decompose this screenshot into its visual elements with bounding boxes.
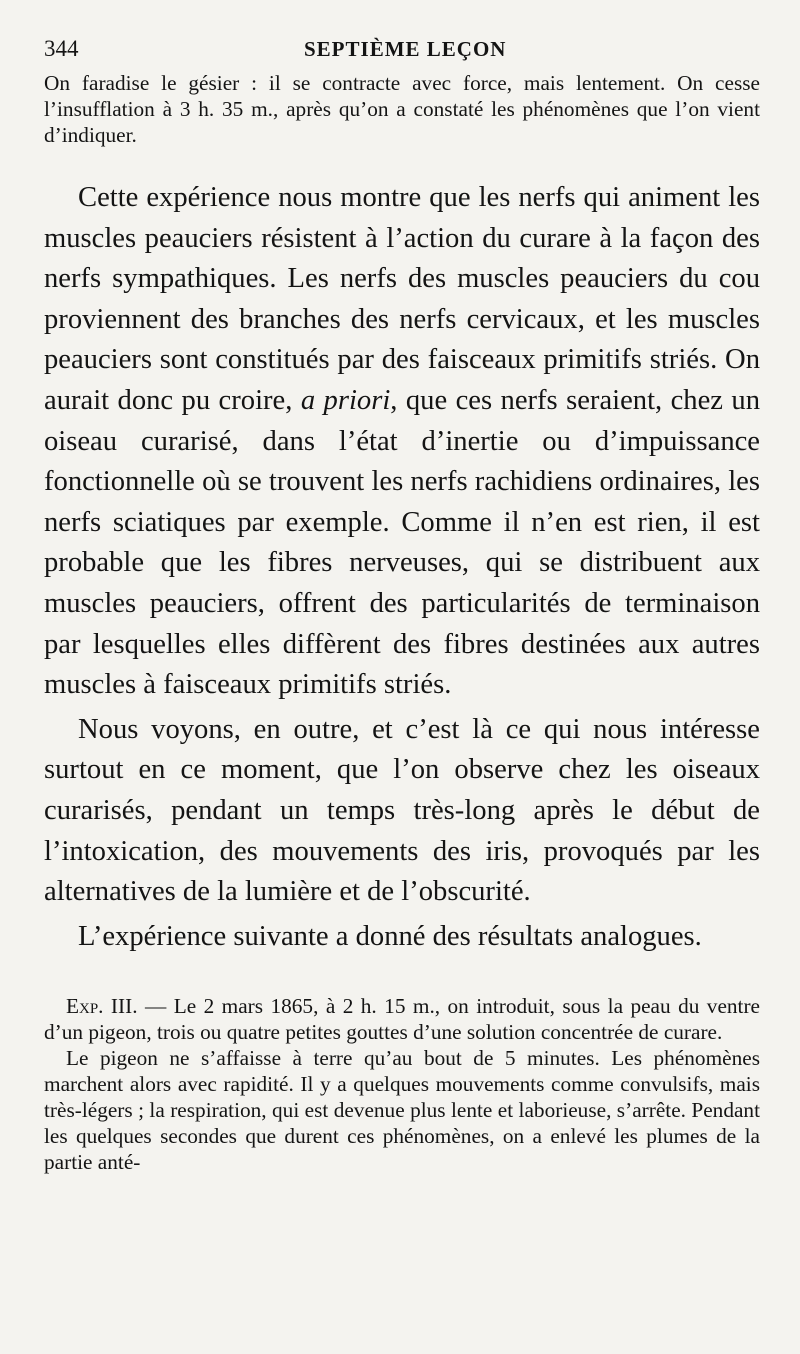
experiment-followup: Le pigeon ne s’affaisse à terre qu’au bout de 5 minutes. Les phénomènes marchent alors avec rapidité. Il y a quelques mouvements comme convulsifs, mais très-légers ; la respiration, qui est devenue plus lente et laborieuse, s’arrête. Pendant les quelques secondes que durent ces phénomènes, on a enlevé les plumes de la partie anté- (44, 1046, 760, 1175)
experiment-paragraph (44, 993, 760, 1045)
experiment-text: — Le 2 mars 1865, à 2 h. 15 m., on introduit, sous la peau du ventre d’un pigeon, trois ou quatre petites gouttes d’une solution concentrée de curare. (44, 994, 761, 1045)
intro-note: On faradise le gésier : il se contracte avec force, mais lentement. On cesse l’insufflation à 3 h. 35 m., après qu’on a constaté les phénomènes que l’on vient d’indiquer. (44, 71, 760, 147)
paragraph-3: L’expérience suivante a donné des résultats analogues. (78, 920, 702, 952)
paragraph-1-part-1: Cette expérience nous montre que les nerfs qui animent les muscles peauciers résistent à l’action du curare à la façon des nerfs sympathiques. Les nerfs des muscles peauciers du cou proviennent des branches des nerfs cervicaux, et les muscles peauciers sont constitués par des faisceaux primitifs striés. On aurait donc pu croire, (44, 182, 760, 416)
page-header (44, 36, 760, 70)
paragraph-1 (44, 178, 760, 706)
paragraph-1-italic-phrase: a priori (300, 384, 391, 416)
paragraph-1-part-2: , que ces nerfs seraient, chez un oiseau curarisé, dans l’état d’inertie ou d’impuissance fonctionnelle où se trouvent les nerfs rachidiens ordinaires, les nerfs sciatiques par exemple. Comme il n’en est rien, il est probable que les fibres nerveuses, qui se distribuent aux muscles peauciers, offrent des particularités de terminaison par lesquelles elles diffèrent des fibres destinées aux autres muscles à faisceaux primitifs striés. (44, 384, 760, 701)
page-number: 344 (44, 36, 79, 61)
paragraph-2: Nous voyons, en outre, et c’est là ce qui nous intéresse surtout en ce moment, que l’on observe chez les oiseaux curarisés, pendant un temps très-long après le début de l’intoxication, des mouvements des iris, provoqués par les alternatives de la lumière et de l’obscurité. (44, 713, 760, 908)
running-head: SEPTIÈME LEÇON (304, 37, 507, 61)
experiment-label: Exp. III. (66, 994, 138, 1019)
